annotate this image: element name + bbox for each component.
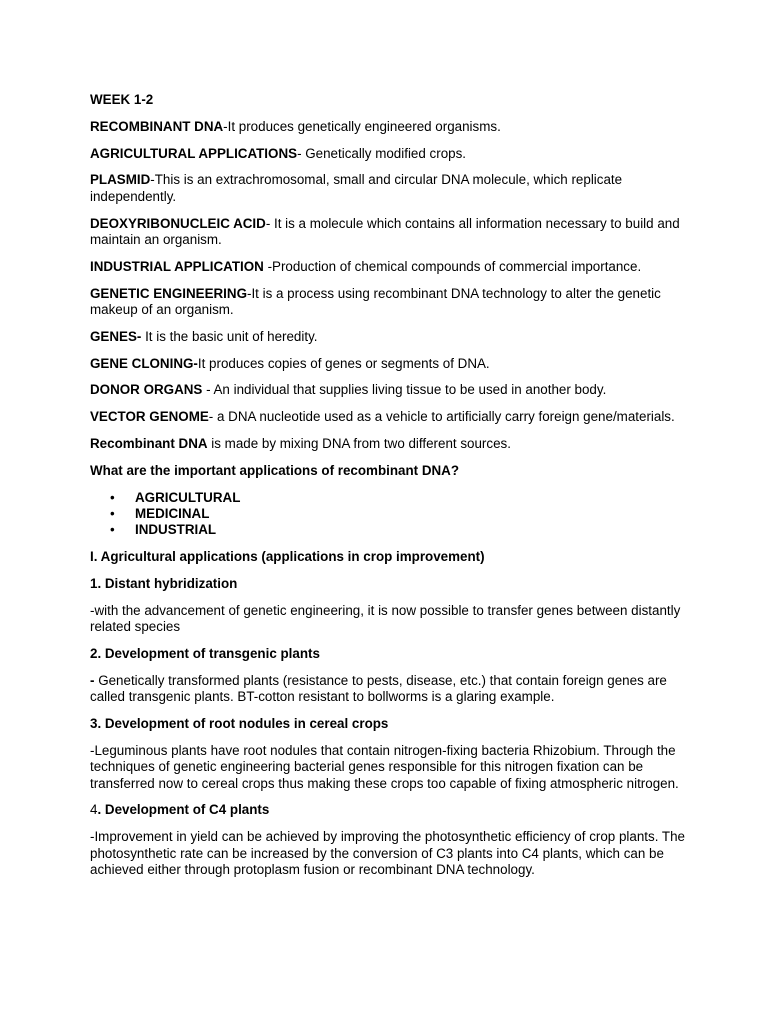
definition-industrial-application [90,259,685,275]
item-body: -with the advancement of genetic engineering, it is now possible to transfer genes between distantly related species [90,602,681,635]
recombinant-text: is made by mixing DNA from two different sources. [207,435,511,451]
item-heading: 2. Development of transgenic plants [90,645,320,661]
definition-text: - It is a molecule which contains all information necessary to build and maintain an organism. [90,215,680,247]
definition-text: - Genetically modified crops. [297,145,467,161]
item-body: -Improvement in yield can be achieved by improving the photosynthetic efficiency of crop plants. The photosynthetic rate can be increased by the conversion of C3 plants into C4 plants, which can be achieved either through protoplasm fusion or recombinant DNA technology. [90,829,685,877]
definition-genes [90,329,685,345]
item-body: - Genetically transformed plants (resistance to pests, disease, etc.) that contain foreign genes are called transgenic plants. BT-cotton resistant to bollworms is a glaring example. [90,672,667,705]
list-item: • INDUSTRIAL [110,522,217,538]
definition-genetic-engineering [90,286,685,319]
definition-gene-cloning [90,356,685,372]
definition-text: It produces copies of genes or segments of DNA. [197,355,490,371]
section-heading: I. Agricultural applications (applications in crop improvement) [90,549,485,565]
bullet-icon: • [110,505,115,521]
item-body: -Leguminous plants have root nodules that contain nitrogen-fixing bacteria Rhizobium. Through the techniques of genetic engineering bacterial genes responsible for this nitrogen fixation can be transferred now to cereal crops thus making these crops too capable of fixing atmospheric nitrogen. [90,742,679,791]
applications-list [90,490,685,539]
definition-plasmid [90,172,685,205]
definition-term: RECOMBINANT DNA [90,118,224,134]
item-heading: 4. Development of C4 plants [90,802,270,818]
definition-text: -This is an extrachromosomal, small and circular DNA molecule, which replicate independently. [90,172,623,204]
list-item: • MEDICINAL [110,505,210,521]
recombinant-dna-sentence [90,436,685,452]
definition-term: VECTOR GENOME [90,409,209,425]
recombinant-term: Recombinant DNA [90,435,208,451]
item-heading: 1. Distant hybridization [90,575,238,591]
document-page [90,92,685,889]
definition-recombinant-dna [90,119,685,135]
definition-term: INDUSTRIAL APPLICATION [90,258,264,274]
definition-term: GENE CLONING- [90,355,198,371]
definition-text: It is the basic unit of heredity. [141,328,318,344]
bullet-icon: • [110,489,115,505]
definition-donor-organs [90,382,685,398]
definition-term: PLASMID [90,172,151,188]
definition-text: -It is a process using recombinant DNA technology to alter the genetic makeup of an organism. [90,285,661,317]
definition-term: DONOR ORGANS [90,382,203,398]
definition-agricultural-applications [90,146,685,162]
applications-question: What are the important applications of recombinant DNA? [90,462,460,478]
definition-term: AGRICULTURAL APPLICATIONS [90,145,298,161]
item-heading: 3. Development of root nodules in cereal crops [90,715,389,731]
definition-term: GENES- [90,328,142,344]
bullet-icon: • [110,522,115,538]
definition-term: GENETIC ENGINEERING [90,285,247,301]
definition-text: - An individual that supplies living tissue to be used in another body. [202,382,607,398]
definition-term: DEOXYRIBONUCLEIC ACID [90,215,266,231]
list-item: • AGRICULTURAL [110,489,241,505]
definition-text: -Production of chemical compounds of commercial importance. [263,258,642,274]
definition-vector-genome [90,409,685,425]
definition-text: -It produces genetically engineered organisms. [223,118,501,134]
week-title: WEEK 1-2 [90,92,154,107]
definition-deoxyribonucleic-acid [90,216,685,249]
definition-text: - a DNA nucleotide used as a vehicle to artificially carry foreign gene/materials. [208,409,675,425]
